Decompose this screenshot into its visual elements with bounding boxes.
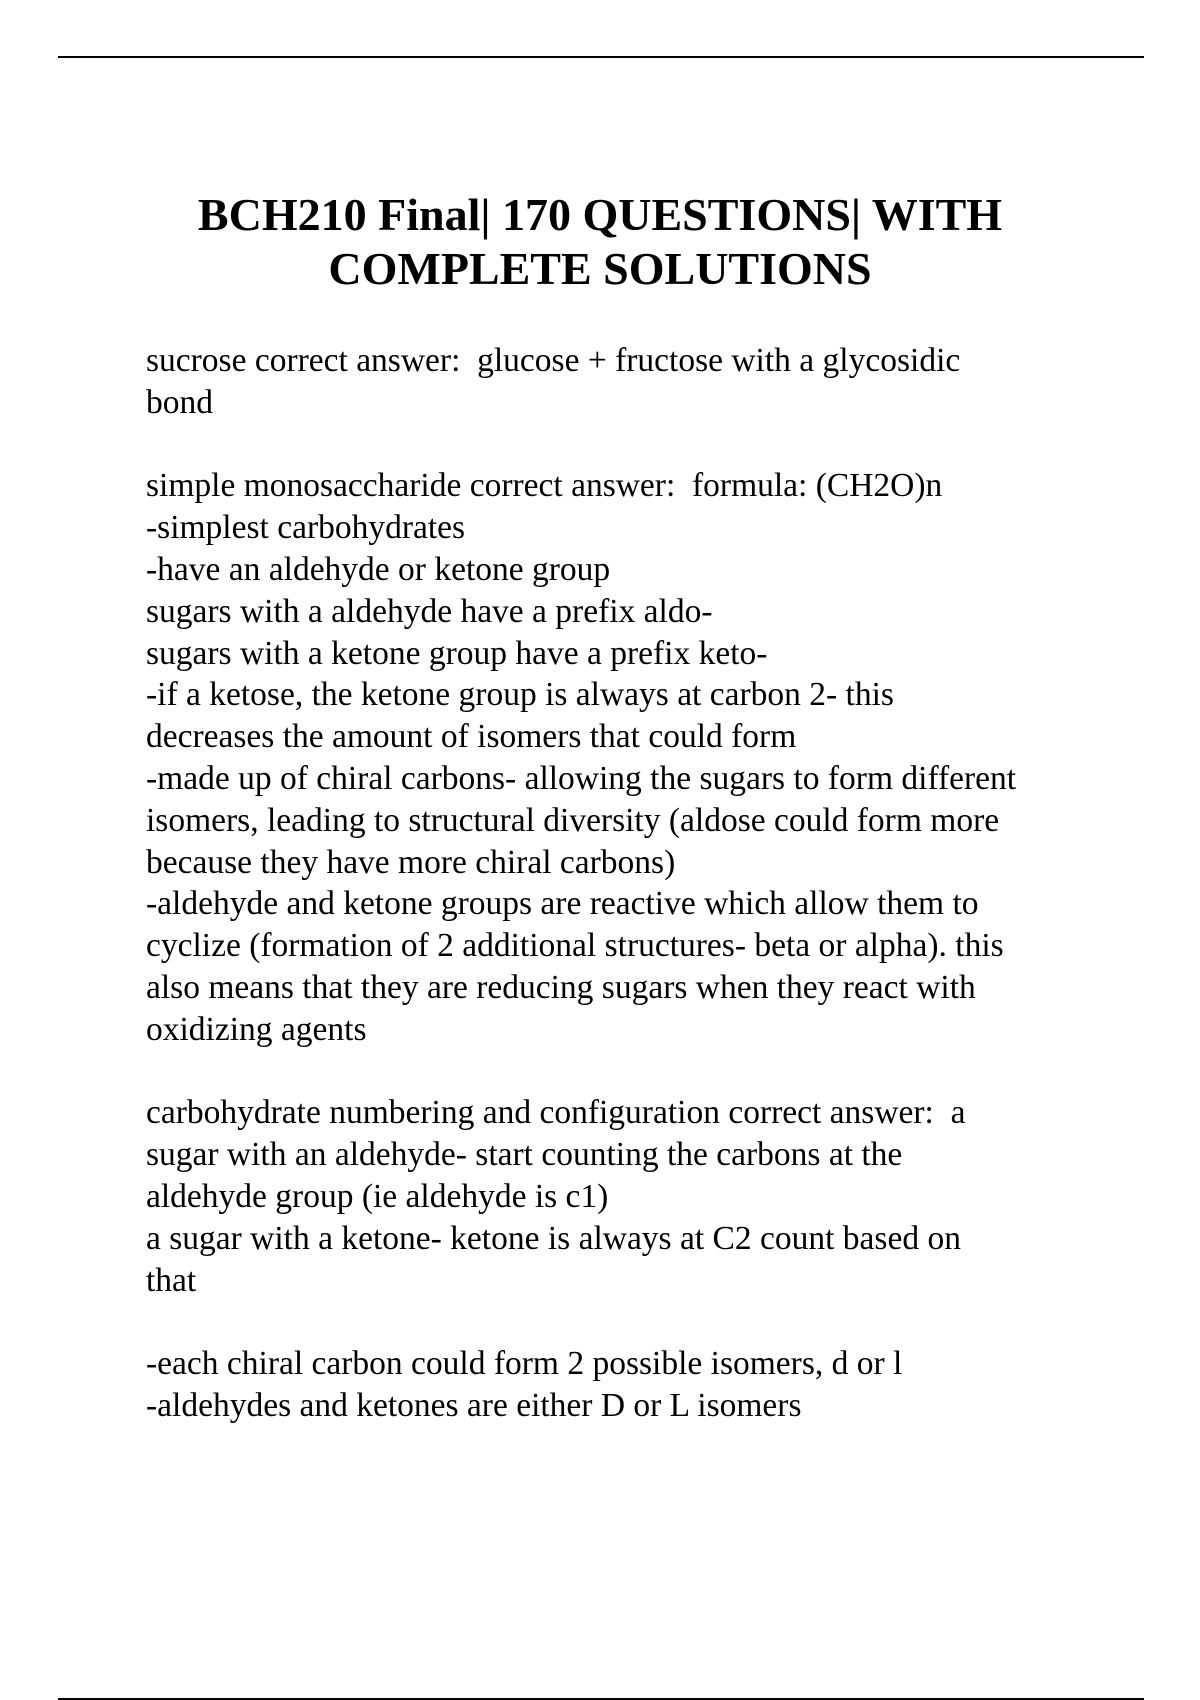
text-line: aldehyde group (ie aldehyde is c1) [146,1177,609,1215]
text-line: -made up of chiral carbons- allowing the sugars to form different [146,759,1017,797]
text-line: isomers, leading to structural diversity (aldose could form more [146,801,1000,839]
text-line: carbohydrate numbering and configuration correct answer: a [146,1094,966,1132]
qa-block-sucrose [146,340,1146,424]
document-title [60,188,1140,296]
text-line: -if a ketose, the ketone group is always at carbon 2- this [146,676,894,714]
text-line: because they have more chiral carbons) [146,843,676,881]
document-body [146,340,1146,1427]
text-line: also means that they are reducing sugars when they react with [146,968,976,1006]
paragraph-gap [146,424,1146,466]
text-line: sucrose correct answer: glucose + fructose with a glycosidic [146,342,961,379]
text-line: -aldehydes and ketones are either D or L isomers [146,1386,802,1424]
qa-block-monosaccharide [146,465,1146,1050]
text-line: -have an aldehyde or ketone group [146,550,611,588]
paragraph-gap [146,1051,1146,1093]
text-line: sugars with a ketone group have a prefix keto- [146,634,768,672]
qa-block-isomers [146,1343,1146,1427]
text-line: sugars with a aldehyde have a prefix aldo- [146,592,713,630]
qa-block-numbering [146,1092,1146,1301]
text-line: cyclize (formation of 2 additional structures- beta or alpha). this [146,927,1004,965]
text-line: bond [146,383,213,421]
text-line: oxidizing agents [146,1010,367,1048]
text-line: that [146,1261,197,1299]
text-line: simple monosaccharide correct answer: formula: (CH2O)n [146,467,943,505]
title-line-2: COMPLETE SOLUTIONS [328,243,872,294]
text-line: decreases the amount of isomers that could form [146,718,797,756]
title-line-1: BCH210 Final| 170 QUESTIONS| WITH [197,189,1003,240]
paragraph-gap [146,1301,1146,1343]
text-line: -each chiral carbon could form 2 possible isomers, d or l [146,1345,903,1383]
text-line: a sugar with a ketone- ketone is always at C2 count based on [146,1219,961,1257]
text-line: -simplest carbohydrates [146,509,466,547]
top-rule [58,56,1144,58]
text-line: -aldehyde and ketone groups are reactive which allow them to [146,885,979,923]
text-line: sugar with an aldehyde- start counting the carbons at the [146,1136,903,1174]
